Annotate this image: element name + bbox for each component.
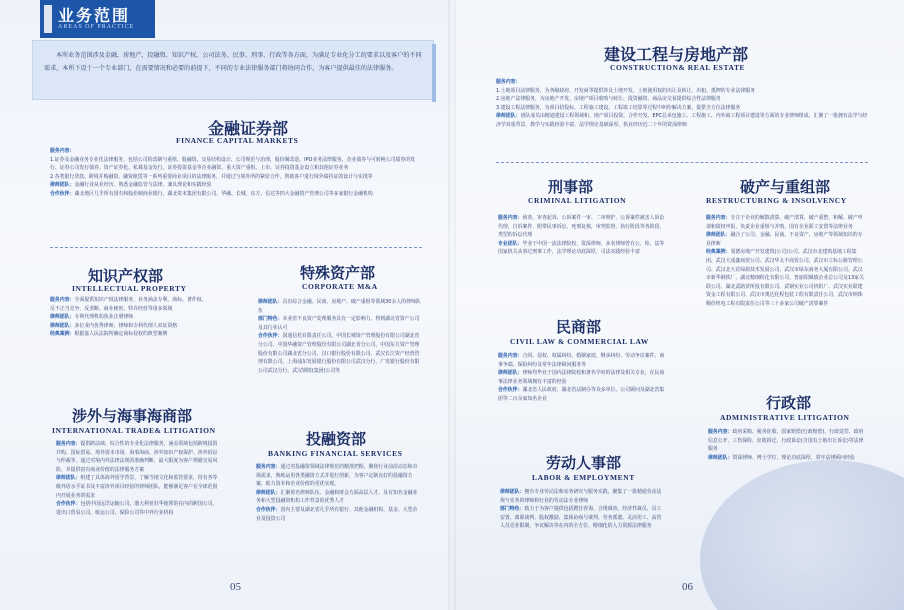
special-body [258, 298, 422, 375]
section-line [496, 112, 868, 129]
section-line-label: 律师团队： [50, 314, 75, 321]
section-line-text: 政府采购、税务征收、国家赔偿(行政赔偿)、行政处罚、政府信息公开、工伤保险、征收拆迁、行政诉讼(含国有土地出让诉讼)等法律服务 [708, 429, 864, 453]
section-line-label: 律师团队： [708, 454, 733, 461]
section-line-text: 拥有专业劳动法和实务研究与服务实践，聚集了一批精通劳动法规与实务的律师和行业的劳动法专业律师 [500, 489, 662, 504]
finance-divider [50, 247, 422, 248]
section-line [50, 330, 210, 339]
section-line-text: 全面提供知识产权法律服务，业务涵盖专利、商标、著作权、反不正当竞争、反垄断、商业秘密、特许经营等诸多领域 [50, 297, 207, 312]
section-line-text: 提供跨法域、综合性的专业化法律服务，涵盖领域包括跨境投资并购、国际贸易、境外资本市场、海事海商、涉外知识产权保护、涉外诉讼与仲裁等，通过对境内外法律法规的准确判断，最大限度为客户规避交易风险，并提供富有商业价值的法律服务方案 [56, 441, 218, 473]
intro-text: 本所业务范围涉及金融、房地产、投融资、知识产权、公司法务、民事、刑事、行政等各方面，为满足专业化分工的要求以及客户的不同需求，本所下设十一个专业部门，在需要情况和必要的前提下，不同的专业法律服务部门将协同合作，为客户提供最佳的法律服务。 [44, 52, 422, 72]
section-line [706, 248, 866, 308]
section-line [50, 173, 422, 182]
section-line-text: 金融行业从业经历、熟悉金融监管与法律、兼具理论和实践经验 [74, 182, 212, 189]
section-line-text: 本业省不良资产处理服务具有一定影响力，得到湖北省资产公司及其行业认可 [258, 316, 420, 331]
section-line [500, 488, 664, 505]
section-line [496, 104, 868, 113]
labor-body [500, 488, 664, 531]
section-line [496, 78, 868, 87]
section-line-text: 2.各类银行贷款、跨境并购融资、融资租赁等一系列重要商业项目的法律服务，并通过与境外所的紧密合作，帮助客户进行境外债持证的设计与实现等 [50, 173, 373, 180]
section-line-text: 湖北地区几乎所有国有和股份制商业银行、湖北资本集团有限公司、华融、长城、东方、信达等四大金融资产管理公司等多家银行金融机构 [74, 190, 373, 197]
ip-title: 知识产权部 [88, 267, 164, 285]
labor-subtitle: LABOR & EMPLOYMENT [532, 473, 635, 482]
section-line-label: 经典案例： [706, 249, 731, 256]
criminal-subtitle: CRIMINAL LITIGATION [528, 196, 627, 205]
section-line-text: 3.建设工程法律服务，为项目招投标、工程施工建设、工程竣工结算等过程中纠纷解决方案，提供全方位法律服务 [496, 104, 741, 111]
section-line-text: 湖北省人民政府、湖北省法制办等众多单位、公司顾问及湖北省集团等二百余家知名企业 [498, 387, 665, 402]
section-line-label: 服务内容： [50, 297, 75, 303]
section-line-label: 合作伙伴： [50, 190, 75, 197]
admin-subtitle: ADMINISTRATIVE LITIGATION [720, 413, 850, 422]
header-mark-icon [44, 5, 52, 33]
ip-subtitle: INTELLECTUAL PROPERTY [72, 284, 187, 293]
section-line-label: 律师团队： [50, 182, 75, 189]
section-line [50, 322, 210, 331]
section-line [498, 240, 666, 257]
maritime-title: 涉外与海事海商部 [72, 407, 193, 425]
section-line-text: 致力于为客户提供包括聘任咨询、合规调查、经济性裁员、员工安置、离职谈判、股权激励、集体协商与谈判、劳务派遣、灵活用工、高管人员竞业限制、争议解决等在内的全方位、精细化的人力资源法律服务 [500, 506, 662, 530]
investment-title: 投融资部 [306, 430, 367, 448]
page-number-left: 05 [230, 581, 241, 593]
section-line [500, 505, 664, 531]
section-line-label: 服务内容： [496, 79, 521, 85]
section-line [50, 190, 422, 199]
section-line-label: 服务内容： [256, 464, 281, 470]
section-line-label: 律师团队： [496, 113, 521, 120]
construction-subtitle: CONSTRUCTION& REAL ESTATE [610, 63, 746, 72]
section-line [496, 95, 868, 104]
section-line-text: 资深律师、博士学位，理论功底深厚，常年法律顾问经验 [732, 454, 855, 461]
section-line-label: 专业团队： [498, 240, 523, 247]
finance-subtitle: FINANCE CAPITAL MARKETS [176, 136, 299, 145]
section-line-text: 1.证券及金融业务专业化法律服务，包括公司的改制与重组、股融资、交易结构设计、公司规范与治理、股份制改造、IPO业务法律服务、企业债券与可转换公司债券的发行、证券公司发行债券、资产证券化、私募基金发行、证券投资基金等企业融资、重大资产重组、上市、证券投资基金设立和其他证券业务 [50, 156, 416, 172]
section-line-label: 部门特色： [500, 506, 525, 513]
section-line-text: 合同、侵权、权属纠纷、婚姻家庭、继承纠纷、劳动争议案件、商事争端、保险纠纷及常年法律顾问服务等 [498, 353, 665, 368]
section-line [56, 500, 218, 517]
labor-title: 劳动人事部 [546, 454, 622, 472]
section-line-text: 组建了具体海外留学背景，了解当地文化和监管要求，持有各等级外语水平证书及丰富涉外项目经验的律师团队，能够满足客户在全球范围内开展业务的需求 [56, 475, 218, 499]
page-subtitle: AREAS OF PRACTICE [58, 24, 135, 30]
section-line [256, 506, 422, 523]
civil-body [498, 352, 666, 404]
section-line [50, 156, 422, 173]
section-line-label: 合作伙伴： [56, 501, 81, 508]
section-line [496, 87, 868, 96]
section-line-text: 侦查、审查起诉、公诉案件一审、二审辩护，公诉案件被害人诉讼代理，自诉案件，附带民事诉讼，死刑复核，审判监督、执行阶段等各阶段，类型的诉讼代理 [498, 215, 665, 239]
book-spine [448, 0, 456, 610]
section-line-label: 律师团队： [256, 489, 281, 496]
section-line-text: 律师均毕业于国内法律院校和著名学府的法律及相关专业，在民商事法律业务领域拥有丰富的经验 [498, 370, 665, 385]
civil-title: 民商部 [556, 318, 602, 336]
section-line-text: 融合了公司、金融、民商、不良资产、房地产等领域知识的专业律师 [706, 232, 863, 247]
section-line-text: 具有综合金融、民商、房地产、破产重组等领域30余人的律师队伍 [258, 299, 421, 314]
section-line [56, 440, 218, 474]
section-line-text: 曼德房地产开发建筑(公司)公司、武汉市北建筑基地工程集团、武汉大成鑫商贸公司、武汉华太丰商贸公司、武汉市立标公路管理公司、武汉北大荒绿源技术发展公司、武汉市绿东商务大厦有限公司、武汉市新华钢铁厂、湖北精细程化有限公司、普丽阳佩镇企业总公司及13家关联公司、湖北武路贸所投有限公司、武钢实业公司机组厂、武汉实业联建资金工程有限公司、武汉市奥达化程包装工程有限责任公司、武汉市纳珠顺份机电工程有限责任公司等三十多家公司破产清算案件 [706, 249, 864, 307]
section-line [56, 474, 218, 500]
section-line-label: 服务内容： [708, 429, 733, 435]
section-line [498, 386, 666, 403]
section-line-label: 服务内容： [56, 441, 81, 447]
bankruptcy-title: 破产与重组部 [740, 178, 831, 196]
section-line-label: 服务内容： [706, 215, 731, 221]
page-title: 业务范围 [58, 6, 131, 25]
section-line-label: 部门特色： [258, 316, 283, 323]
maritime-body [56, 440, 218, 517]
construction-divider [496, 162, 868, 163]
section-line-text: 专注于企业的解散清算、破产清算、破产重整、和解、破产申请和债权申报，负责企业重组与并购，国有企业职工安置等法律业务 [706, 215, 863, 230]
section-line-label: 律师团队： [498, 370, 523, 377]
criminal-title: 刑事部 [548, 178, 594, 196]
section-line [256, 463, 422, 489]
section-line-label: 律师团队： [500, 489, 525, 495]
section-line [258, 332, 422, 375]
section-line [258, 315, 422, 332]
section-line-text: 专利代理机构执业注册律师 [74, 314, 134, 321]
section-line [706, 214, 866, 231]
section-line-text: 包括中国远洋运输公司、渤大利亚驻华使领馆在内的跨国公司、进出口贸易公司、航运公司、保险公司等中外行业机构 [56, 501, 218, 516]
section-line-text: 2.房地产法律服务，为房地产开发、房地产项目收购与转让、投资融资、商品房交易提供综合性法律服务 [496, 96, 721, 103]
criminal-body [498, 214, 666, 257]
page-number-right: 06 [682, 581, 693, 593]
intro-accent [432, 44, 436, 102]
section-line [50, 147, 422, 156]
construction-body [496, 78, 868, 130]
section-line [498, 369, 666, 386]
section-line-text: 根据嘉人民法院所确定商标侵权的典型案例 [74, 331, 168, 338]
section-line [258, 298, 422, 315]
section-line-text: 国通信托有限责任公司、中国长城资产管理股份有限公司湖北省分公司、中国华融资产管理股份有限公司湖北省分公司、中国东方资产管理股份有限公司湖北省分公司、汉口银行股份有限公司、武汉长江资产经营管理有限公司、上海浦东发展银行股份有限公司武汉分行、广发银行股份有限公司武汉分行、武汉钢铁(集团)公司等 [258, 333, 420, 374]
maritime-subtitle: INTERNATIONAL TRADE& LITIGATION [52, 426, 216, 435]
section-line [708, 428, 868, 454]
section-line-text: 汇聚着名律师队伍、金融和财会方面高层人才，及有知名金融业务和大型投融资机构工作背景的优秀人才 [256, 489, 418, 505]
section-line-label: 服务内容： [498, 353, 523, 359]
admin-body [708, 428, 868, 462]
bankruptcy-subtitle: RESTRUCTURING & INSOLVENCY [706, 196, 847, 205]
section-line [50, 296, 210, 313]
section-line [256, 489, 422, 506]
admin-title: 行政部 [766, 394, 812, 412]
civil-subtitle: CIVIL LAW & COMMERCIAL LAW [510, 337, 649, 346]
section-line-label: 合作伙伴： [258, 333, 283, 340]
section-line [50, 181, 422, 190]
section-line-label: 经典案例： [50, 331, 75, 338]
section-line-text: 毕业于中国一流法律院校，资深律师，多名律师曾在公、检、法等国家机关从事过刑事工作，法学理论功底深厚，司法实践经验丰富 [498, 240, 665, 256]
investment-body [256, 463, 422, 523]
section-line [498, 214, 666, 240]
section-line-label: 合作伙伴： [498, 387, 523, 394]
section-line-label: 服务内容： [50, 148, 75, 154]
section-line [706, 231, 866, 248]
globe-graphic [700, 460, 904, 610]
section-line-text: 国内主要及湖北省几乎所有银行、其他金融机构、基金、大型企业及投资公司 [256, 506, 418, 522]
section-line-label: 服务内容： [498, 215, 523, 221]
section-line-label: 合作伙伴： [256, 506, 281, 513]
section-line [498, 352, 666, 369]
bankruptcy-body [706, 214, 866, 309]
section-line-text: 多位业内优秀律师，律师和专利代理人双证资格 [74, 322, 178, 329]
section-line-label: 律师团队： [258, 299, 283, 305]
section-line-text: 1.土地项目法律服务，为各级政府、开发商等提供涉及土地开发、土地使用权的出让及转让、出租、抵押的专业法律服务 [496, 87, 755, 94]
special-subtitle: CORPORATE M&A [302, 282, 378, 291]
special-title: 特殊资产部 [300, 264, 376, 282]
investment-subtitle: BANKING FINANCIAL SERVICES [268, 449, 403, 458]
construction-title: 建设工程与房地产部 [604, 45, 749, 64]
ip-body [50, 296, 210, 339]
section-line-label: 律师团队： [706, 232, 731, 239]
finance-title: 金融证券部 [208, 119, 289, 138]
section-line-label: 律师团队： [56, 475, 81, 482]
section-line-label: 律师团队： [50, 322, 75, 329]
section-line-text: 团队成员由精通建设工程领域和、地产项目投资、合作开发、EPC总承包施工、工程施工、内外商工程项目建设等方面的专业律师组成，汇聚了一批拥有法学与经济学双重背景，教学与实践经验丰富，法学理论基础深厚，执业经历近二十年的资深律师 [496, 113, 868, 128]
finance-body [50, 147, 422, 199]
section-line-text: 通过对投融资领域法律规范的精准把握，聚焦行业前沿动态和市场需求，熟练运用各类融资方式并进行创新，为客户定制良好的投融资方案，助力资本和企业价值的更优实现。 [256, 464, 418, 488]
section-line [708, 454, 868, 463]
section-line [50, 313, 210, 322]
